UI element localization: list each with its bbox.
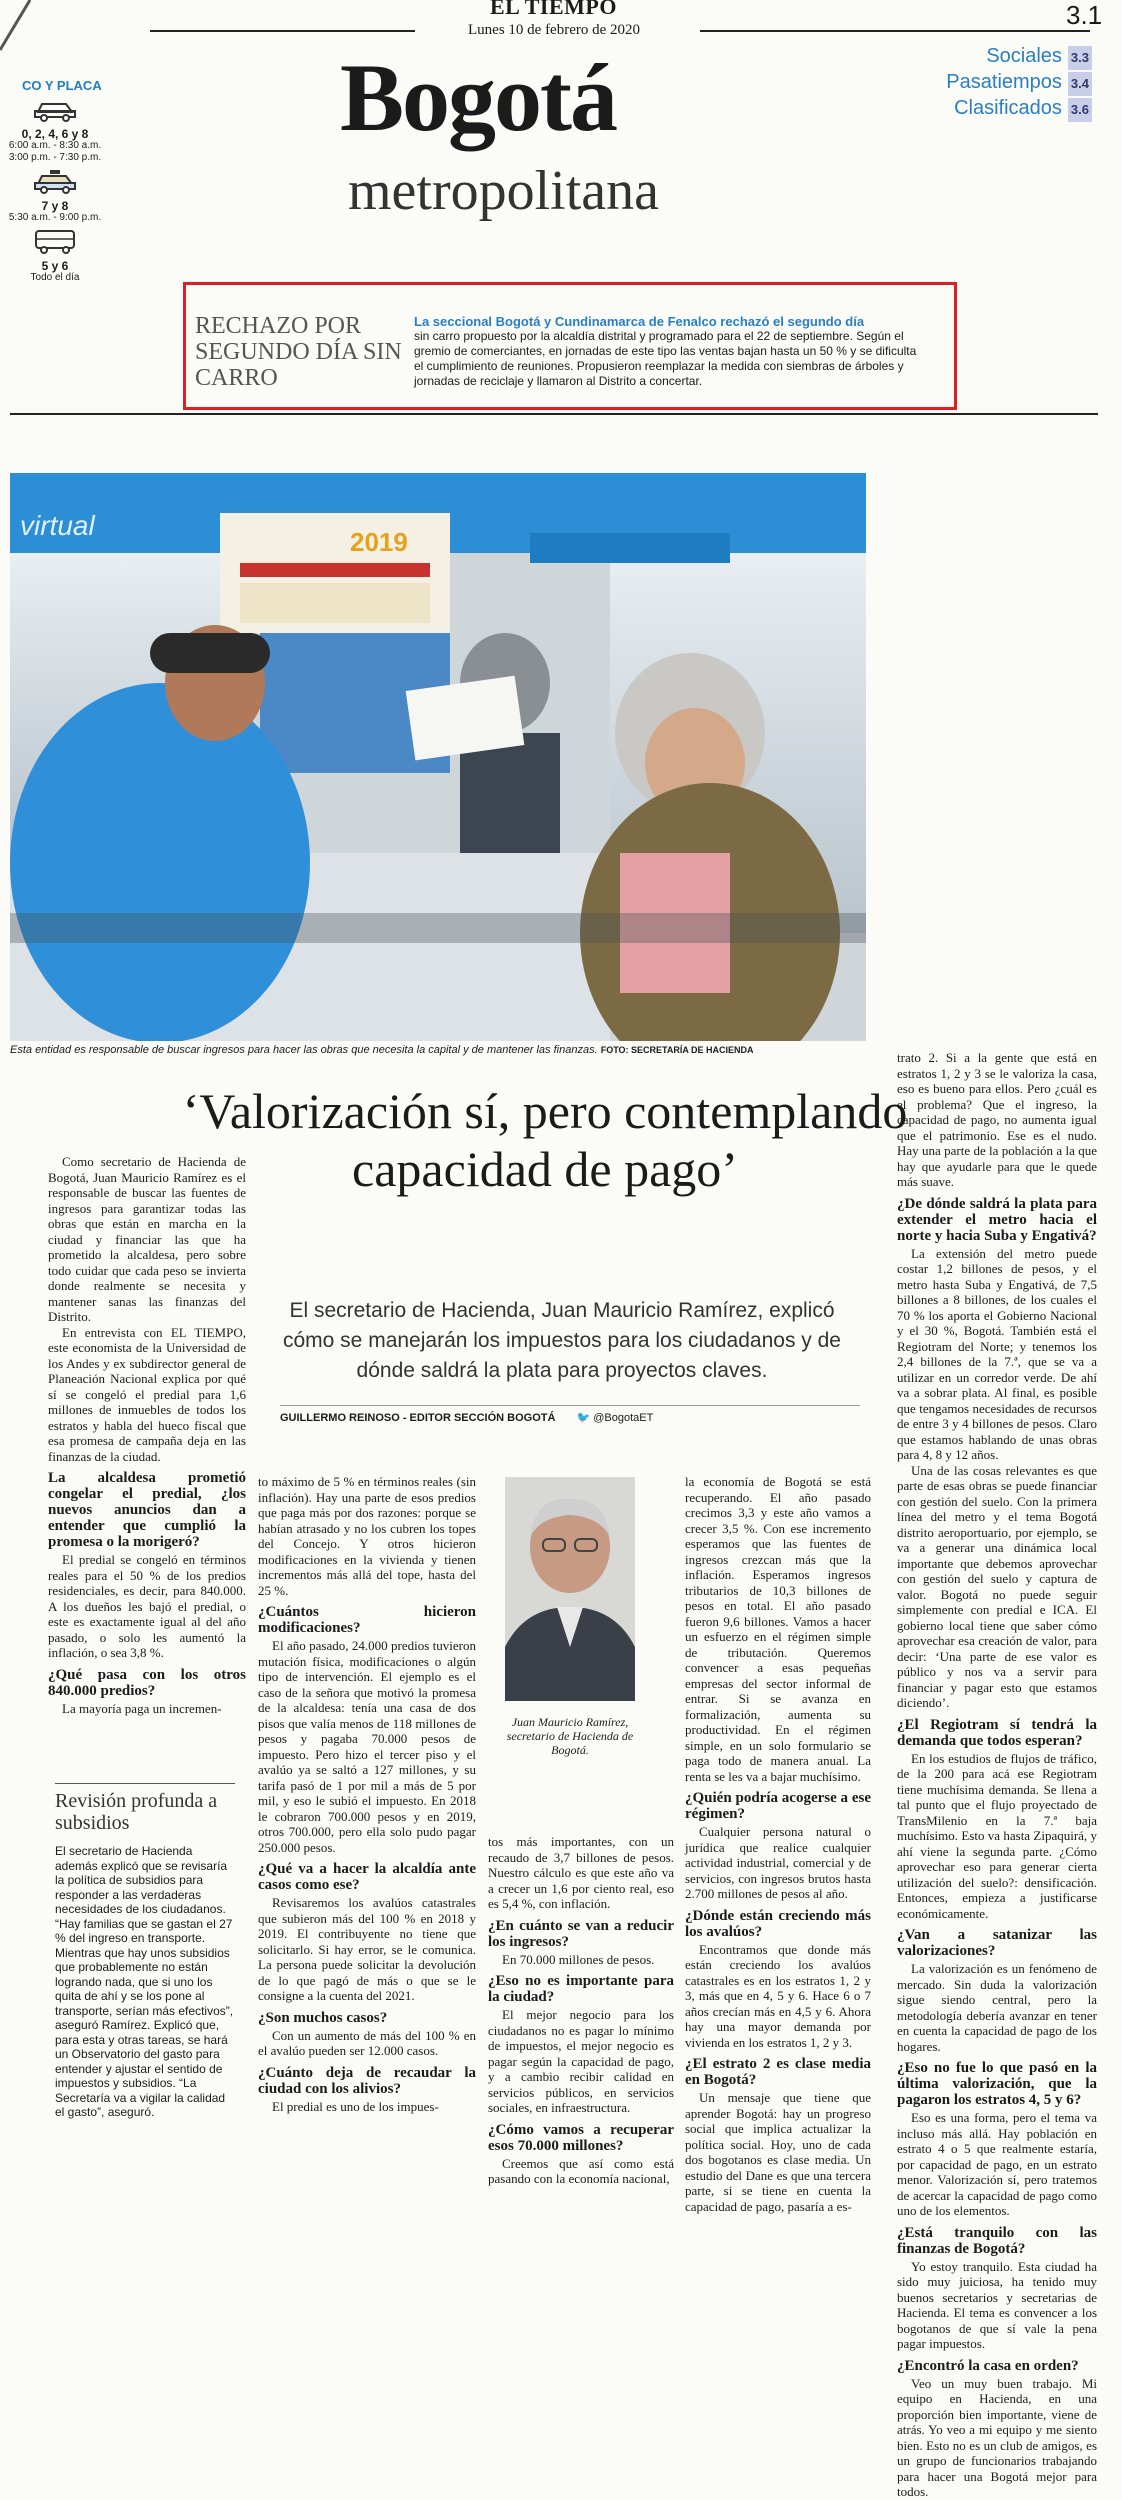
photo-caption-text: Esta entidad es responsable de buscar ingresos para hacer las obras que necesita la capital y de mantener las finanzas.: [10, 1044, 598, 1056]
question-heading: ¿En cuánto se van a reducir los ingresos?: [488, 1917, 674, 1950]
question-heading: ¿Eso no es importante para la ciudad?: [488, 1973, 674, 2005]
article-headline: ‘Valorización sí, pero contemplando capacidad de pago’: [182, 1083, 908, 1197]
car-times: 6:00 a.m. - 8:30 a.m. 3:00 p.m. - 7:30 p.m.: [8, 140, 102, 163]
calendar-year: 2019: [350, 527, 408, 557]
sidebar-title: Revisión profunda a subsidios: [55, 1783, 235, 1834]
question-heading: ¿De dónde saldrá la plata para extender el metro hacia el norte y hacia Suba y Engativá?: [897, 1195, 1097, 1244]
paragraph: La extensión del metro puede costar 1,2 billones de pesos, y el metro hasta Suba y Engativá, de 7,5 billones a 8 billones, de los cuales el 70 % los aporta el Gobierno Nacional y el 30 %, Bogotá. También está el Regiotram del Norte; y tenemos los 2,4 billones de la 7.ª, que se va a utilizar en un corredor verde. De ahí va a sobrar plata. Al final, es posible que tengamos necesidades de recursos de entre 3 y 4 billones de pesos. Claro que estamos hablando de unas obras para 4, 8 y 12 años.: [897, 1245, 1097, 1462]
question-heading: ¿Van a satanizar las valorizaciones?: [897, 1927, 1097, 1959]
section-link-sociales[interactable]: Sociales 3.3: [946, 44, 1092, 70]
question-heading: ¿Dónde están creciendo más los avalúos?: [685, 1907, 871, 1940]
paragraph: La valorización es un fenómeno de mercado. Sin duda la valorización sigue siendo central, pero la metodología debería avanzar en tener en cuenta la capacidad de pago de los hogares.: [897, 1961, 1097, 2054]
section-subtitle: metropolitana: [348, 160, 660, 222]
photo-caption: [10, 1044, 866, 1056]
paragraph: Un mensaje que tiene que aprender Bogotá: hay un progreso social que implica actualizar la política social. Hoy, uno de cada dos bogotanos es clase media. Un estudio del Dane es que una tercera parte, si se tiene en cuenta la capacidad de pago, pasaría a es-: [685, 2090, 871, 2214]
question-heading: ¿Está tranquilo con las finanzas de Bogotá?: [897, 2224, 1097, 2257]
bus-icon: [32, 228, 78, 254]
paragraph: El año pasado, 24.000 predios tuvieron mutación física, modificaciones o algún tipo de intervención. El ejemplo es el caso de la señora que motivó la promesa de la alcaldesa: tenía una casa de dos pisos que valía menos de 118 millones de pesos y pagaba 70.000 pesos de impuesto. Pero hizo el tercer piso y el avalúo ya se saltó a 127 millones, y su tarifa pasó de 1 por mil a más de 5 por mil, y eso le subió el impuesto. En 2018 le cobraron 700.000 pesos y en 2019, otros 700.000, pero ella solo pudo pagar 250.000 pesos.: [258, 1638, 476, 1855]
paragraph: En entrevista con EL TIEMPO, este economista de la Universidad de los Andes y ex subdirector general de Planeación Nacional explica por qué sí se congeló el predial para 1,6 millones de inmuebles de todos los estratos y habla del hueco fiscal que esa promesa de campaña deja en las finanzas de la ciudad.: [48, 1324, 246, 1464]
paragraph: Veo un muy buen trabajo. Mi equipo en Hacienda, en una proporción bien importante, viene de atrás. Yo veo a mi equipo y me siento bien. Esto no es un club de amigos, es un grupo de funcionarios trabajando para hacer una Bogotá mejor para todos.: [897, 2375, 1097, 2499]
article-column-1: [48, 1154, 246, 1716]
section-link-pasatiempos[interactable]: Pasatiempos 3.4: [946, 70, 1092, 96]
byline: [280, 1405, 860, 1424]
paragraph: Cualquier persona natural o jurídica que realice cualquier actividad industrial, comercial y de servicios, con ingresos brutos hasta 2.700 millones de pesos al año.: [685, 1824, 871, 1901]
bus-times: Todo el día: [30, 272, 80, 283]
issue-date: Lunes 10 de febrero de 2020: [468, 22, 641, 38]
sidebar-body: El secretario de Hacienda además explicó que se revisaría la política de subsidios para responder a las verdaderas necesidades de los ciudadanos. “Hay familias que se gastan el 27 % del ingreso en transporte. Mientras que hay unos subsidios que probablemente no están logrando nada, que si uno los quita de ahí y se los pone al transporte, serían más efectivos”, aseguró Ramírez. Explicó que, para esta y otras tareas, se hará un Observatorio del gasto para entender y ajustar el sentido de impuestos y subsidios. “La Secretaría va a vigilar la calidad el gasto”, aseguró.: [55, 1844, 234, 2119]
pico-placa-box: [0, 80, 110, 284]
question-heading: ¿Quién podría acogerse a ese régimen?: [685, 1790, 871, 1822]
paragraph: Eso es una forma, pero el tema va incluso más allá. Hay población en estrato 4 o 5 que realmente estaría, por capacidad de pago, en un estrato menor. Valorización sí, pero tratemos de acercar la capacidad de pago como uno de los elementos.: [897, 2110, 1097, 2218]
article-column-5: [897, 1050, 1097, 2500]
car-digits: 0, 2, 4, 6 y 8: [21, 127, 89, 141]
corner-slash-mark: [0, 0, 40, 60]
paragraph: El predial se congeló en términos reales para el 50 % de los predios residenciales, es decir, para 840.000. A los dueños les bajó el predial, o este es exactamente igual al del año pasado, o solo les aumentó la inflación, o sea 3,8 %.: [48, 1552, 246, 1660]
sidebar-box: [55, 1783, 235, 2120]
section-index: [946, 44, 1092, 122]
question-heading: ¿El estrato 2 es clase media en Bogotá?: [685, 2056, 871, 2088]
article-column-3: [488, 1834, 674, 2187]
main-photo: [10, 473, 866, 1041]
bus-side-text: virtual: [20, 510, 95, 541]
question-heading: ¿Eso no fue lo que pasó en la última valorización, que la pagaron los estratos 4, 5 y 6?: [897, 2060, 1097, 2108]
brief-head: La seccional Bogotá y Cundinamarca de Fenalco rechazó el segundo día: [414, 314, 865, 329]
question-heading: ¿Qué va a hacer la alcaldía ante casos como ese?: [258, 1861, 476, 1893]
twitter-handle[interactable]: @BogotaET: [593, 1412, 654, 1424]
section-title: Bogotá: [340, 44, 616, 151]
question-heading: ¿Encontró la casa en orden?: [897, 2357, 1079, 2374]
section-link-clasificados[interactable]: Clasificados 3.6: [946, 96, 1092, 122]
paragraph: En los estudios de flujos de tráfico, de la 200 para acá ese Regiotram tiene muchísima demanda. Se llena a tal punto que el flujo proyectado de TransMilenio en la 7.ª baja muchísimo. Esto va hasta Zipaquirá, y ahí viene la segunda parte. ¿Cómo aprovechar eso para generar cierta utilización del suelo?: densificación. Entonces, empieza a justificarse económicamente.: [897, 1750, 1097, 1921]
author: GUILLERMO REINOSO - EDITOR SECCIÓN BOGOTÁ: [280, 1412, 556, 1424]
paragraph: Como secretario de Hacienda de Bogotá, Juan Mauricio Ramírez es el responsable de buscar las fuentes de ingresos para garantizar todas las obras que están en marcha en la ciudad y financiar las que ha prometido la alcaldesa, pero sobre todo cuidar que cada peso se invierta donde realmente se necesita y mantener sanas las finanzas del Distrito.: [48, 1154, 246, 1324]
question-heading: ¿Cuánto deja de recaudar la ciudad con los alivios?: [258, 2064, 476, 2097]
paragraph: la economía de Bogotá se está recuperando. El año pasado crecimos 3,3 y este año vamos a crecer 3,5 %. Con ese incremento esperamos que las fuentes de ingresos crezcan más que la inflación. Esperamos ingresos tributarios de 10,3 billones de pesos en total. El año pasado fueron 9,6 billones. Vamos a hacer un esfuerzo en el régimen simple de tributación. Queremos convencer a esas pequeñas empresas del sector informal de entrar. Si se avanza en formalización, aumenta su productividad. En el régimen simple, en un solo formulario se paga todo de manera anual. La renta se les va a bajar muchísimo.: [685, 1474, 871, 1784]
newspaper-brand[interactable]: EL TIEMPO: [490, 0, 617, 19]
article-column-4: [685, 1474, 871, 2214]
bus-digits: 5 y 6: [41, 259, 69, 273]
taxi-icon: [32, 168, 78, 194]
masthead-rule-left: [150, 30, 415, 32]
paragraph: Yo estoy tranquilo. Esta ciudad ha sido muy juiciosa, ha tenido muy buenos secretarios y secretarias de Hacienda. El tema es convencer a los bogotanos de que sí vale la pena pagar impuestos.: [897, 2258, 1097, 2351]
portrait-photo: [505, 1477, 635, 1701]
twitter-icon: 🐦: [576, 1412, 591, 1424]
brief-body: sin carro propuesto por la alcaldía distrital y programado para el 22 de septiembre. Según el gremio de comerciantes, en jornadas de este tipo las ventas bajan hasta un 50 % y se dificulta el cumplimiento de reuniones. Propusieron reemplazar la medida con siembras de árboles y jornadas de reciclaje y llamaron al Distrito a concertar.: [414, 329, 917, 388]
paragraph: tos más importantes, con un recaudo de 3,7 billones de pesos. Nuestro cálculo es que este año va a crecer un 1,6 por ciento real, eso es 5,4 %, con inflación.: [488, 1834, 674, 1911]
car-icon: [32, 96, 78, 122]
article-deck: El secretario de Hacienda, Juan Mauricio Ramírez, explicó cómo se manejarán los impuestos para los ciudadanos y de dónde saldrá la plata para proyectos claves.: [283, 1299, 841, 1382]
header-divider: [10, 413, 1098, 415]
paragraph: Una de las cosas relevantes es que parte de esas obras se puede financiar con gestión del suelo. Con la primera línea del metro y el tema Bogotá distrito aeroportuario, por ejemplo, se va a generar una dinámica local importante que debemos aprovechar con gestión del suelo y captura de valor. Bogotá no puede seguir simplemente con predial e ICA. El gobierno local tiene que saber cómo aprovechar esa creación de valor, para decir: ‘Una parte de ese valor es público y nos va a servir para financiar y pagar esto que estamos diciendo’.: [897, 1462, 1097, 1710]
pico-placa-label: CO Y PLACA: [22, 78, 102, 93]
question-heading: ¿Qué pasa con los otros 840.000 predios?: [48, 1666, 246, 1699]
portrait-caption: Juan Mauricio Ramírez, secretario de Hacienda de Bogotá.: [506, 1715, 634, 1757]
question-heading: ¿Cómo vamos a recuperar esos 70.000 millones?: [488, 2121, 674, 2154]
paragraph: Encontramos que donde más están creciendo los avalúos catastrales es en los estratos 1, 2 y 3, más que en 4, 5 y 6. Hace 6 o 7 años crecían más en 4,5 y 6. Ahora hay una mayor demanda por vivienda en los estratos 1, 2 y 3.: [685, 1941, 871, 2050]
paragraph: trato 2. Si a la gente que está en estratos 1, 2 y 3 se le valoriza la casa, eso es bueno para ellos. Pero ¿cuál es el problema? Que el ingreso, la capacidad de pago, no aumenta igual que el patrimonio. Ese es el nudo. Hay una parte de la población a la que hay que ayudarle para que le quede más suave.: [897, 1050, 1097, 1189]
paragraph: to máximo de 5 % en términos reales (sin inflación). Hay una parte de esos predios que paga más por dos razones: porque se habían atrasado y no los cubren los topes del Concejo. Y otros hicieron modificaciones en la vivienda y tienen incrementos más allá del tope, hasta del 25 %.: [258, 1474, 476, 1598]
question-heading: ¿El Regiotram sí tendrá la demanda que todos esperan?: [897, 1716, 1097, 1749]
paragraph: En 70.000 millones de pesos.: [502, 1951, 655, 1967]
taxi-times: 5:30 a.m. - 9:00 p.m.: [8, 212, 102, 223]
paragraph: La mayoría paga un incremen-: [62, 1700, 222, 1716]
masthead-rule-right: [700, 30, 1090, 32]
paragraph: Revisaremos los avalúos catastrales que subieron más del 100 % en 2018 y 2019. El contribuyente no tiene que solicitarlo. Si hay error, se le comunica. La persona puede solicitar la devolución de lo que pagó de más o que se le consigne a la cuenta del 2021.: [258, 1895, 476, 2003]
brief-text: [414, 314, 919, 389]
question-heading: ¿Son muchos casos?: [258, 2009, 388, 2026]
paragraph: Con un aumento de más del 100 % en el avalúo pueden ser 12.000 casos.: [258, 2027, 476, 2058]
article-column-2: [258, 1474, 476, 2114]
question-heading: ¿Cuántos hicieron modificaciones?: [258, 1604, 476, 1636]
paragraph: El mejor negocio para los ciudadanos no es pagar lo mínimo de impuestos, el mejor negocio es pagar según la capacidad de pago, y a cambio recibir calidad en servicios públicos, en servicios sociales, en infraestructura.: [488, 2007, 674, 2115]
paragraph: Creemos que así como está pasando con la economía nacional,: [488, 2155, 674, 2186]
page-number: 3.1: [1066, 0, 1103, 30]
brief-label: RECHAZO POR SEGUNDO DÍA SIN CARRO: [195, 313, 402, 391]
paragraph: El predial es uno de los impues-: [272, 2098, 439, 2114]
taxi-digits: 7 y 8: [41, 199, 69, 213]
question-heading: La alcaldesa prometió congelar el predial, ¿los nuevos anuncios dan a entender que cumplió la promesa o la morigeró?: [48, 1470, 246, 1550]
photo-credit: FOTO: SECRETARÍA DE HACIENDA: [600, 1045, 754, 1055]
